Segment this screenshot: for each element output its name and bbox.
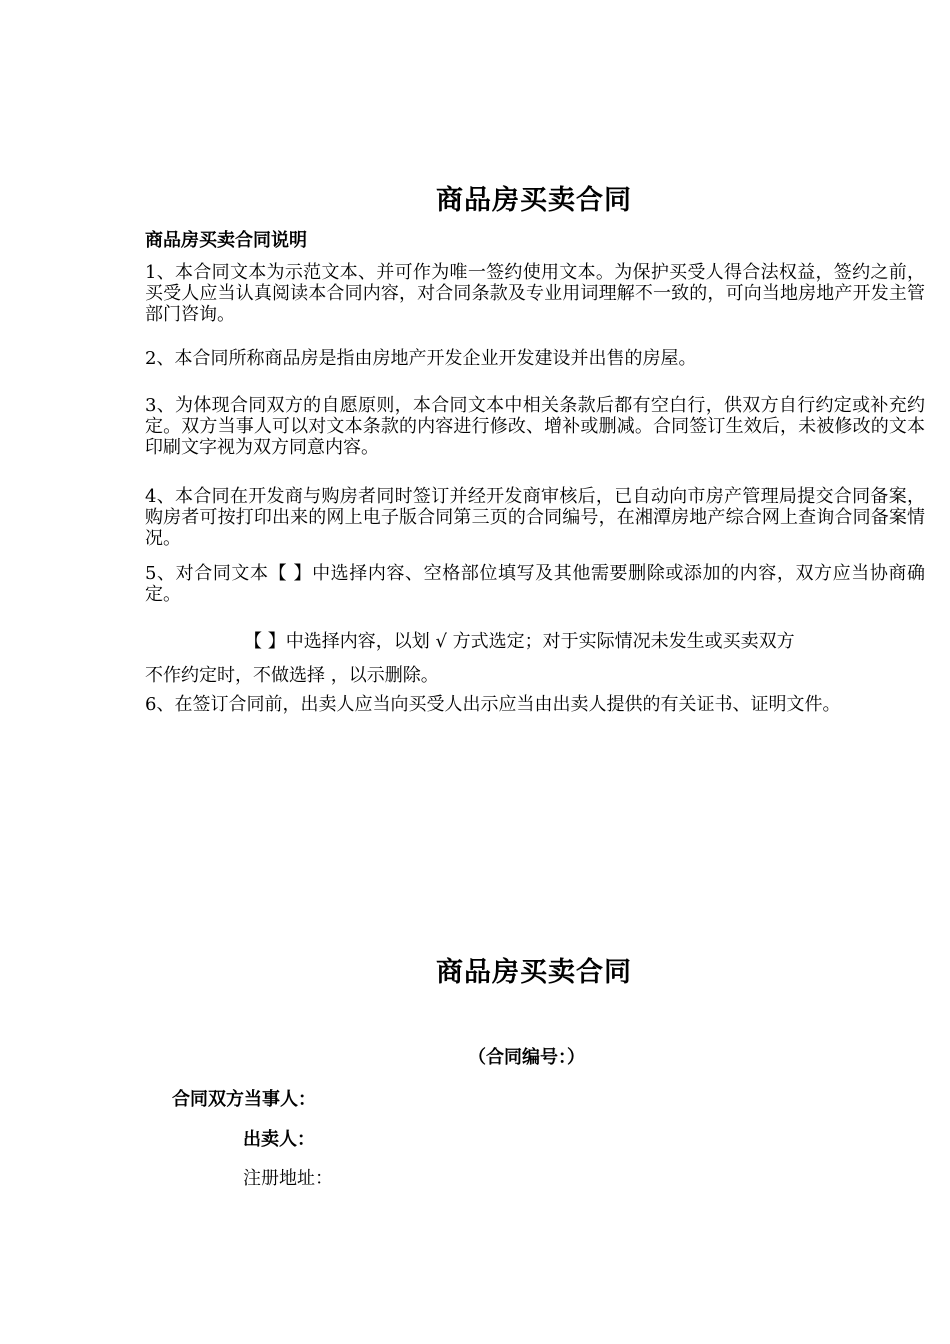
parties-label: 合同双方当事人： — [172, 1089, 316, 1110]
note-6: 6、在签订合同前，出卖人应当向买受人出示应当由出卖人提供的有关证书、证明文件。 — [145, 694, 841, 715]
note-1: 1、本合同文本为示范文本、并可作为唯一签约使用文本。为保护买受人得合法权益，签约之前，买受人应当认真阅读本合同内容，对合同条款及专业用词理解不一致的，可向当地房地产开发主管部门咨询。 — [145, 262, 925, 325]
document-title: 商品房买卖合同 — [436, 185, 632, 216]
registered-address-label: 注册地址： — [243, 1168, 333, 1189]
seller-label: 出卖人： — [243, 1129, 315, 1150]
contract-title: 商品房买卖合同 — [436, 957, 632, 988]
note-3: 3、为体现合同双方的自愿原则，本合同文本中相关条款后都有空白行，供双方自行约定或补充约定。双方当事人可以对文本条款的内容进行修改、增补或删减。合同签订生效后，未被修改的文本印刷文字视为双方同意内容。 — [145, 395, 925, 458]
note-5: 5、对合同文本【 】中选择内容、空格部位填写及其他需要删除或添加的内容，双方应当协商确定。 — [145, 563, 925, 605]
note-5-continuation-2: 不作约定时，不做选择 ，以示删除。 — [145, 665, 439, 686]
note-4: 4、本合同在开发商与购房者同时签订并经开发商审核后，已自动向市房产管理局提交合同备案，购房者可按打印出来的网上电子版合同第三页的合同编号，在湘潭房地产综合网上查询合同备案情况。 — [145, 486, 925, 549]
contract-number: （合同编号：） — [468, 1047, 585, 1068]
notes-heading: 商品房买卖合同说明 — [145, 230, 307, 251]
note-5-continuation: 【 】中选择内容，以划 √ 方式选定；对于实际情况未发生或买卖双方 — [244, 631, 795, 652]
note-2: 2、本合同所称商品房是指由房地产开发企业开发建设并出售的房屋。 — [145, 348, 697, 369]
